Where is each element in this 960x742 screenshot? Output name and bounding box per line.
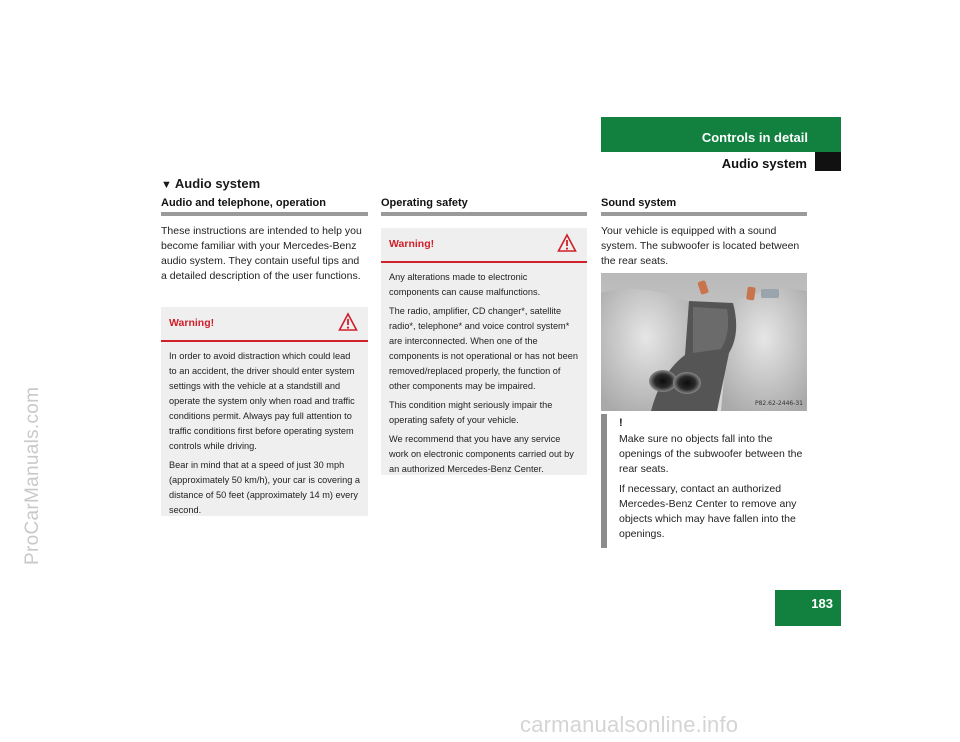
warning-divider xyxy=(161,340,368,342)
warning-paragraph: Any alterations made to electronic components can cause malfunctions. xyxy=(389,272,541,297)
section-header: Audio system xyxy=(721,156,807,171)
warning-paragraph: In order to avoid distraction which could lead to an accident, the driver should enter system settings with the vehicle at a standstill and operate the system only when road and traffic conditions permit. Always pay full attention to traffic conditions first before operating system controls while driving. xyxy=(169,351,355,451)
header-marker xyxy=(815,152,841,171)
col1-heading: Audio and telephone, operation xyxy=(161,197,326,209)
warning-paragraph: This condition might seriously impair the operating safety of your vehicle. xyxy=(389,400,553,425)
col1-rule xyxy=(161,212,368,216)
page-section-title: ▼ Audio system xyxy=(161,176,261,191)
col2-warning-box xyxy=(381,228,587,475)
col3-heading: Sound system xyxy=(601,197,677,209)
warning-triangle-icon xyxy=(338,312,358,337)
warning-divider xyxy=(381,261,587,263)
warning-paragraph: Bear in mind that at a speed of just 30 mph (approximately 50 km/h), your car is covering a distance of 50 feet (approximately 14 m) every second. xyxy=(169,460,360,515)
warning-paragraph: We recommend that you have any service work on electronic components carried out by an authorized Mercedes-Benz Center. xyxy=(389,434,574,474)
bottom-watermark: carmanualsonline.info xyxy=(520,712,739,737)
subwoofer-photo xyxy=(601,273,807,411)
warning-body xyxy=(389,270,579,481)
warning-body xyxy=(169,349,360,522)
warning-title: Warning! xyxy=(389,238,435,250)
col2-heading: Operating safety xyxy=(381,197,468,209)
chapter-title: Controls in detail xyxy=(701,130,808,145)
col1-warning-box xyxy=(161,307,368,516)
note-paragraph: Make sure no objects fall into the openings of the subwoofer between the rear seats. xyxy=(619,433,803,475)
side-watermark: ProCarManuals.com xyxy=(22,386,43,565)
page-number-box xyxy=(775,590,841,626)
note-bar xyxy=(601,414,607,548)
warning-triangle-icon xyxy=(557,233,577,258)
chapter-header xyxy=(601,117,841,152)
page-number: 183 xyxy=(811,596,833,611)
note-body xyxy=(619,432,811,547)
col1-intro-text: These instructions are intended to help you become familiar with your Mercedes-Benz audio system. They contain useful tips and a detailed description of the user functions. xyxy=(161,225,362,282)
col2-rule xyxy=(381,212,587,216)
photo-code: P82.62-2446-31 xyxy=(754,400,803,407)
warning-paragraph: The radio, amplifier, CD changer*, satellite radio*, telephone* and voice control system* are interconnected. When one of the components is not operational or has not been removed/replaced properly, the function of other components may be impaired. xyxy=(389,306,578,391)
col3-rule xyxy=(601,212,807,216)
note-exclamation: ! xyxy=(619,417,623,429)
note-paragraph: If necessary, contact an authorized Mercedes-Benz Center to remove any objects which may have fallen into the openings. xyxy=(619,483,797,540)
triangle-down-icon: ▼ xyxy=(161,179,172,191)
col3-intro-text: Your vehicle is equipped with a sound system. The subwoofer is located between the rear seats. xyxy=(601,225,800,267)
warning-title: Warning! xyxy=(169,317,215,329)
